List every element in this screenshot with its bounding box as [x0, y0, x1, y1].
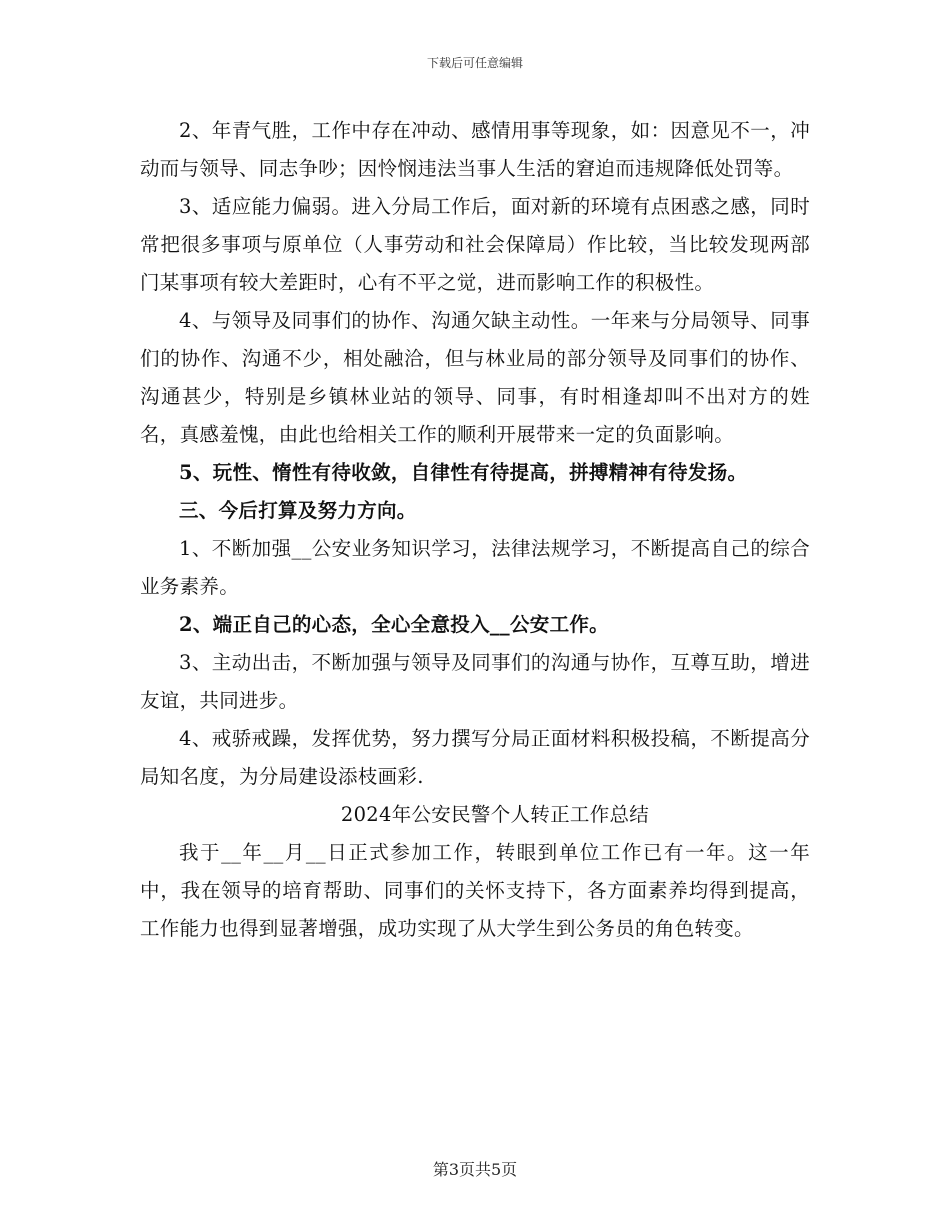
document-title: 2024年公安民警个人转正工作总结 [340, 803, 650, 826]
paragraph-shortcoming-5: 5、玩性、惰性有待收敛，自律性有待提高，拼搏精神有待发扬。 [179, 461, 748, 484]
page-header: 下载后可任意编辑 [426, 56, 523, 70]
paragraph-plan-3: 3、主动出击，不断加强与领导及同事们的沟通与协作，互尊互助，增进友谊，共同进步。 [140, 651, 810, 712]
page-number: 第3页共5页 [432, 1160, 518, 1179]
paragraph-plan-4: 4、戒骄戒躁，发挥优势，努力撰写分局正面材料积极投稿，不断提高分局知名度，为分局建设添枝画彩. [140, 727, 810, 788]
paragraph-shortcoming-3: 3、适应能力偏弱。进入分局工作后，面对新的环境有点困惑之感，同时常把很多事项与原单位（人事劳动和社会保障局）作比较，当比较发现两部门某事项有较大差距时，心有不平之觉，进而影响工作的积极性。 [140, 195, 810, 294]
paragraph-shortcoming-4: 4、与领导及同事们的协作、沟通欠缺主动性。一年来与分局领导、同事们的协作、沟通不少，相处融洽，但与林业局的部分领导及同事们的协作、沟通甚少，特别是乡镇林业站的领导、同事，有时相逢却叫不出对方的姓名，真感羞愧，由此也给相关工作的顺利开展带来一定的负面影响。 [140, 309, 810, 446]
paragraph-intro: 我于__年__月__日正式参加工作，转眼到单位工作已有一年。这一年中，我在领导的培育帮助、同事们的关怀支持下，各方面素养均得到提高，工作能力也得到显著增强，成功实现了从大学生到公务员的角色转变。 [140, 841, 810, 940]
section-heading-plans: 三、今后打算及努力方向。 [179, 499, 417, 522]
paragraph-shortcoming-2: 2、年青气胜，工作中存在冲动、感情用事等现象，如：因意见不一，冲动而与领导、同志争吵；因怜悯违法当事人生活的窘迫而违规降低处罚等。 [140, 119, 810, 180]
document-body [140, 112, 810, 948]
paragraph-plan-1: 1、不断加强__公安业务知识学习，法律法规学习，不断提高自己的综合业务素养。 [140, 537, 810, 598]
paragraph-plan-2: 2、端正自己的心态，全心全意投入__公安工作。 [179, 613, 609, 636]
